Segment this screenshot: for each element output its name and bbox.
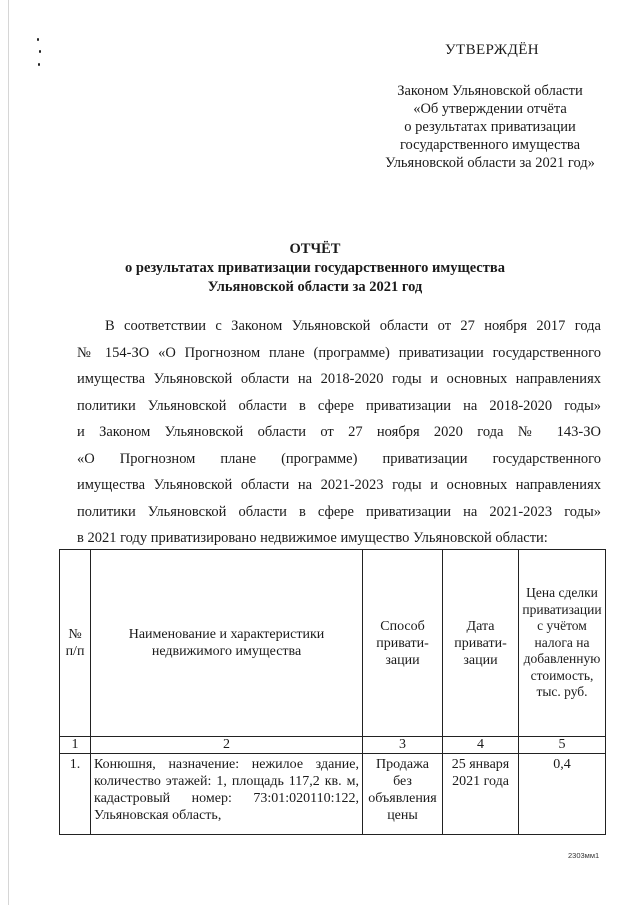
header-method: Способ привати-зации bbox=[363, 550, 443, 737]
approval-line: «Об утверждении отчёта bbox=[413, 101, 567, 117]
header-num: № п/п bbox=[60, 550, 91, 737]
table-header-row bbox=[60, 550, 606, 737]
cell-num: 1. bbox=[60, 754, 91, 835]
approval-line: Ульяновской области за 2021 год» bbox=[385, 155, 595, 171]
report-title bbox=[80, 240, 550, 297]
document-code: 2303мм1 bbox=[568, 851, 600, 860]
cell-method: Продажа без объявления цены bbox=[363, 754, 443, 835]
header-price: Цена сделки приватизации с учётом налога на добавленную стоимость, тыс. руб. bbox=[519, 550, 606, 737]
body-line: имущества Ульяновской области на 2018-2020 годы и основных направлениях bbox=[77, 371, 601, 387]
body-line: № 154-ЗО «О Прогнозном плане (программе) приватизации государственного bbox=[77, 344, 601, 361]
column-number: 5 bbox=[519, 737, 606, 754]
header-date: Дата привати-зации bbox=[443, 550, 519, 737]
scan-speck bbox=[38, 63, 40, 66]
body-line: и Законом Ульяновской области от 27 ноября 2020 года № 143-ЗО bbox=[77, 424, 601, 440]
page-edge-shadow bbox=[8, 0, 9, 905]
report-title-line: о результатах приватизации государственного имущества bbox=[125, 260, 505, 276]
body-line: «О Прогнозном плане (программе) приватизации государственного bbox=[77, 450, 601, 467]
approved-heading: УТВЕРЖДЁН bbox=[445, 42, 540, 58]
approval-line: о результатах приватизации bbox=[404, 119, 576, 135]
body-line: политики Ульяновской области в сфере приватизации на 2018-2020 годы» bbox=[77, 397, 601, 414]
approval-line: Законом Ульяновской области bbox=[397, 83, 583, 99]
column-number: 3 bbox=[363, 737, 443, 754]
column-number: 2 bbox=[91, 737, 363, 754]
column-number-row bbox=[60, 737, 606, 754]
report-title-main: ОТЧЁТ bbox=[289, 241, 341, 257]
cell-price: 0,4 bbox=[519, 754, 606, 835]
body-line: В соответствии с Законом Ульяновской области от 27 ноября 2017 года bbox=[105, 318, 601, 334]
approval-line: государственного имущества bbox=[399, 137, 581, 153]
report-title-line: Ульяновской области за 2021 год bbox=[207, 279, 423, 295]
column-number: 4 bbox=[443, 737, 519, 754]
cell-name: Конюшня, назначение: нежилое здание, количество этажей: 1, площадь 117,2 кв. м, кадастровый номер: 73:01:020110:122, Ульяновская область, bbox=[91, 754, 363, 835]
column-number: 1 bbox=[60, 737, 91, 754]
scan-speck bbox=[37, 38, 39, 41]
body-line: имущества Ульяновской области на 2021-2023 годы и основных направлениях bbox=[77, 477, 601, 493]
header-name: Наименование и характеристики недвижимого имущества bbox=[91, 550, 363, 737]
body-paragraph bbox=[77, 313, 601, 552]
cell-date: 25 января 2021 года bbox=[443, 754, 519, 835]
body-line: политики Ульяновской области в сфере приватизации на 2021-2023 годы» bbox=[77, 503, 601, 520]
body-line: в 2021 году приватизировано недвижимое имущество Ульяновской области: bbox=[77, 530, 548, 546]
privatization-table bbox=[59, 549, 606, 835]
table-row bbox=[60, 754, 606, 835]
scan-speck bbox=[39, 50, 41, 53]
approval-reference bbox=[372, 82, 608, 172]
